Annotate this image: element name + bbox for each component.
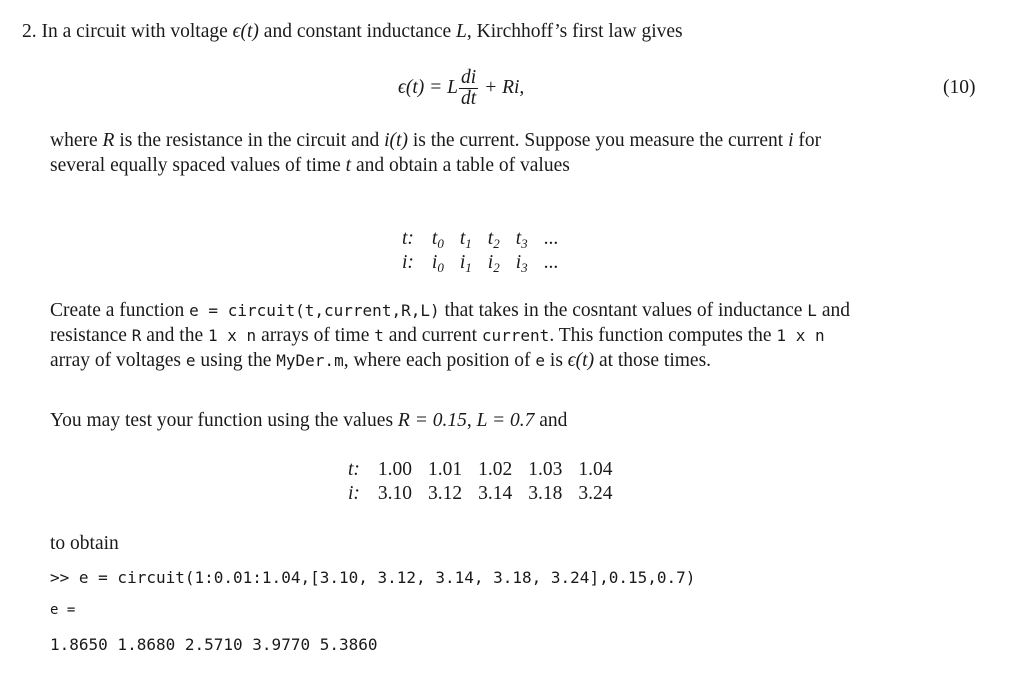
value-row-t: t: 1.00 1.01 1.02 1.03 1.04	[340, 458, 621, 482]
create-line-1: Create a function e = circuit(t,current,R,L) that takes in the cosntant values of inductance L and	[50, 300, 850, 321]
result-label: e =	[50, 602, 76, 618]
equation-rhs: + Ri,	[484, 77, 525, 98]
t-value: 1.02	[478, 459, 513, 480]
problem-number: 2.	[22, 21, 37, 42]
t-value: 1.00	[377, 459, 413, 480]
i-value: 3.18	[528, 483, 563, 504]
derivative-fraction: $\frac{di}{dt}$	[461, 67, 477, 110]
equation-tag: (10)	[943, 77, 976, 98]
i-value: 3.10	[377, 483, 413, 504]
value-row-i: i: 3.10 3.12 3.14 3.18 3.24	[340, 482, 621, 506]
matlab-command: >> e = circuit(1:0.01:1.04,[3.10, 3.12, 3.14, 3.18, 3.24],0.15,0.7)	[50, 568, 696, 587]
where-line-2: several equally spaced values of time t and obtain a table of values	[50, 155, 570, 176]
kirchhoff-equation	[398, 66, 524, 110]
i-value: 3.12	[428, 483, 463, 504]
symbolic-table	[394, 227, 566, 275]
to-obtain-text: to obtain	[50, 533, 119, 554]
i-value: 3.24	[578, 483, 613, 504]
symbolic-row-i: i: $i_0$ $i_1$ $i_2$ $i_3$ ...	[402, 252, 559, 275]
result-values: 1.8650 1.8680 2.5710 3.9770 5.3860	[50, 635, 378, 654]
value-table	[340, 458, 621, 506]
test-values-line: You may test your function using the values R = 0.15, L = 0.7 and	[50, 410, 568, 431]
i-value: 3.14	[478, 483, 513, 504]
function-signature: e = circuit(t,current,R,L)	[189, 301, 440, 320]
create-line-3: array of voltages e using the MyDer.m, where each position of e is ϵ(t) at those times.	[50, 350, 712, 371]
t-value: 1.03	[528, 459, 563, 480]
t-value: 1.01	[428, 459, 463, 480]
t-value: 1.04	[578, 459, 613, 480]
equation-lhs: ϵ(t) = L	[398, 77, 459, 98]
symbolic-row-t: t: $t_0$ $t_1$ $t_2$ $t_3$ ...	[402, 228, 559, 251]
create-line-2: resistance R and the 1 x n arrays of time t and current current. This function computes the 1 x n	[50, 325, 825, 346]
where-line-1: where R is the resistance in the circuit and i(t) is the current. Suppose you measure the current i for	[50, 130, 822, 151]
problem-intro: 2. In a circuit with voltage ϵ(t) and constant inductance L, Kirchhoff’s first law gives	[22, 21, 683, 42]
